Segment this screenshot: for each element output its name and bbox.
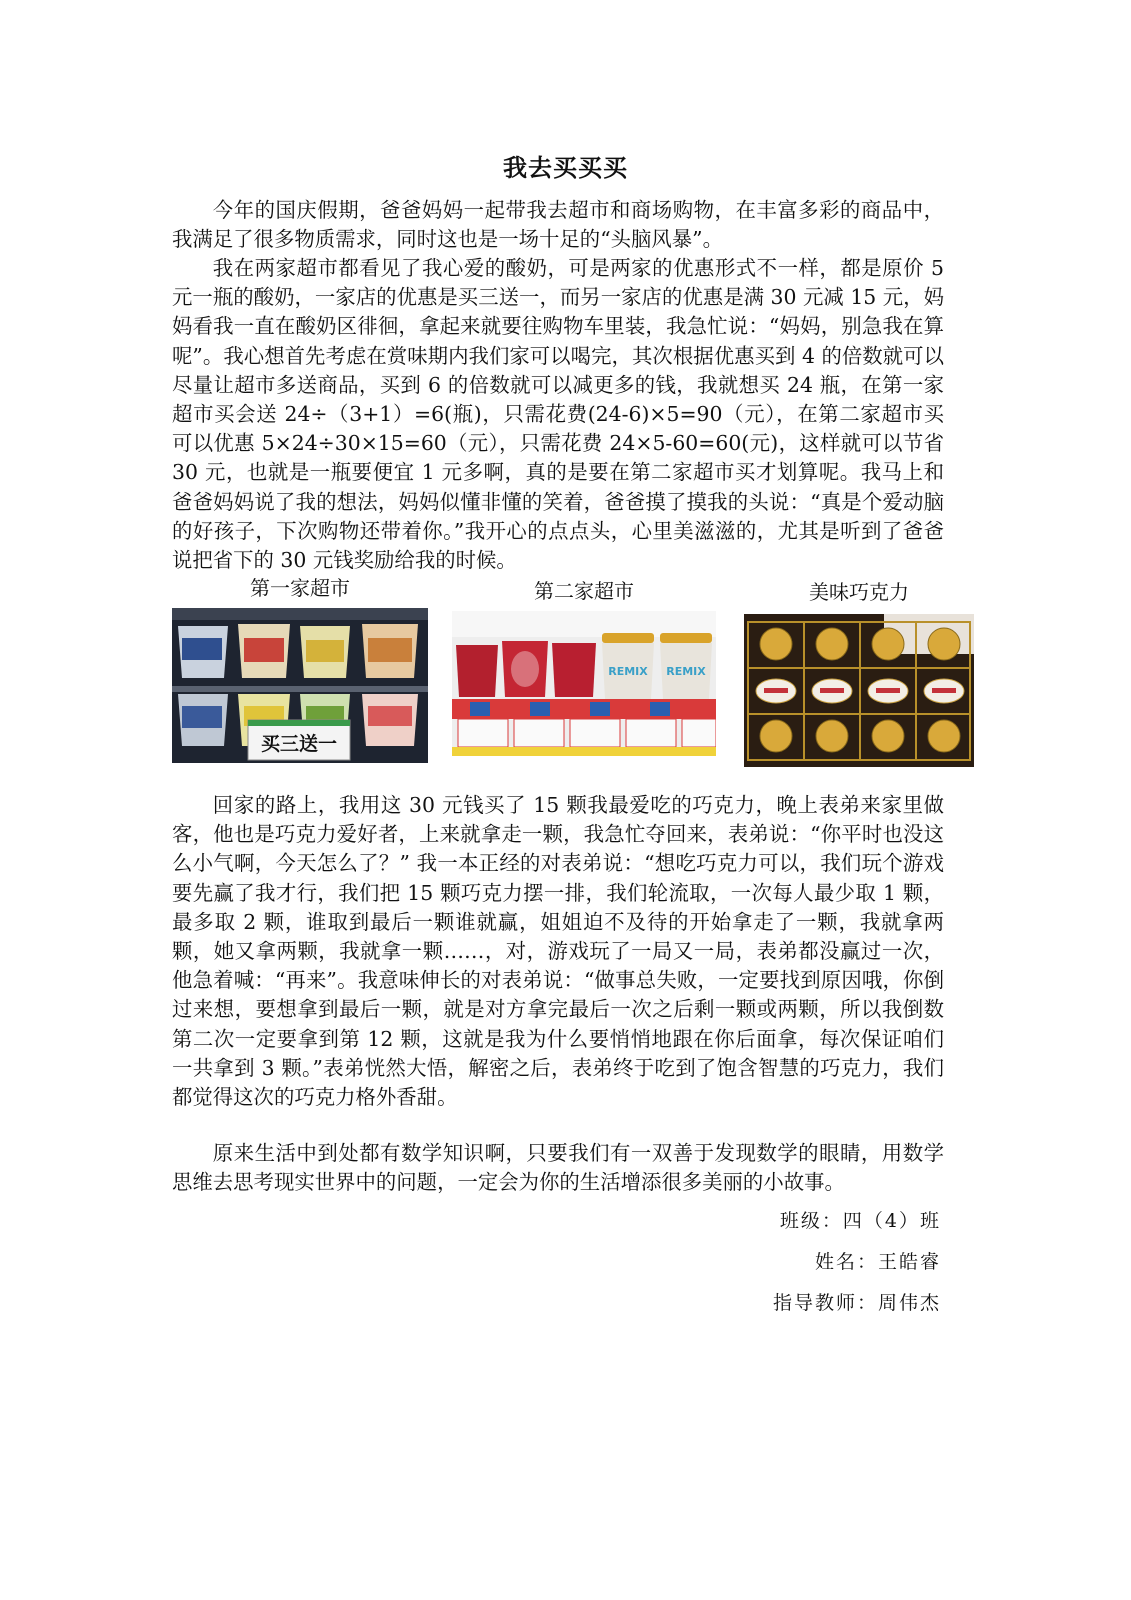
teacher-line: 指导教师：周伟杰 [772,1292,941,1314]
remix-label-2: REMIX [666,665,706,678]
caption-first-supermarket: 第一家超市 [250,576,350,600]
paragraph-4: 原来生活中到处都有数学知识啊，只要我们有一双善于发现数学的眼睛，用数学思维去思考现实世界中的问题，一定会为你的生活增添很多美丽的小故事。 [172,1141,944,1195]
paragraph-2: 我在两家超市都看见了我心爱的酸奶，可是两家的优惠形式不一样，都是原价 5 元一瓶的酸奶，一家店的优惠是买三送一，而另一家店的优惠是满 30 元减 15 元，妈妈看我一直在酸奶区徘徊，拿起来就要往购物车里装，我急忙说：“妈妈，别急我在算呢”。我心想首先考虑在赏味期内我们家可以喝完，其次根据优惠买到 4 的倍数就可以尽量让超市多送商品，买到 6 的倍数就可以减更多的钱，我就想买 24 瓶，在第一家超市买会送 24÷（3+1）=6(瓶)，只需花费(24-6)×5=90（元），在第二家超市买可以优惠 5×24÷30×15=60（元），只需花费 24×5-60=60(元)，这样就可以节省 30 元，也就是一瓶要便宜 1 元多啊，真的是要在第二家超市买才划算呢。我马上和爸爸妈妈说了我的想法，妈妈似懂非懂的笑着，爸爸摸了摸我的头说：“真是个爱动脑的好孩子，下次购物还带着你。”我开心的点点头，心里美滋滋的，尤其是听到了爸爸说把省下的 30 元钱奖励给我的时候。 [172,256,944,573]
photo-second-supermarket [452,611,716,756]
promo-sign-text: 买三送一 [260,733,338,755]
caption-second-supermarket: 第二家超市 [534,579,634,603]
photo-first-supermarket [172,608,428,763]
essay-title: 我去买买买 [503,153,628,182]
caption-chocolate: 美味巧克力 [809,580,909,604]
class-line: 班级：四（4）班 [779,1210,941,1232]
photo-chocolate [744,614,974,767]
paragraph-1: 今年的国庆假期，爸爸妈妈一起带我去超市和商场购物，在丰富多彩的商品中，我满足了很多物质需求，同时这也是一场十足的“头脑风暴”。 [172,198,944,252]
yogurt-shelf-image [172,608,428,763]
chocolate-box-image [744,614,974,767]
remix-label-1: REMIX [608,665,648,678]
student-name-line: 姓名：王皓睿 [814,1251,941,1273]
drinks-shelf-image [452,611,716,756]
paragraph-3: 回家的路上，我用这 30 元钱买了 15 颗我最爱吃的巧克力，晚上表弟来家里做客，他也是巧克力爱好者，上来就拿走一颗，我急忙夺回来，表弟说：“你平时也没这么小气啊，今天怎么了？” 我一本正经的对表弟说：“想吃巧克力可以，我们玩个游戏要先赢了我才行，我们把 15 颗巧克力摆一排，我们轮流取，一次每人最少取 1 颗，最多取 2 颗，谁取到最后一颗谁就赢，姐姐迫不及待的开始拿走了一颗，我就拿两颗，她又拿两颗，我就拿一颗……，对，游戏玩了一局又一局，表弟都没赢过一次，他急着喊：“再来”。我意味伸长的对表弟说：“做事总失败，一定要找到原因哦，你倒过来想，要想拿到最后一颗，就是对方拿完最后一次之后剩一颗或两颗，所以我倒数第二次一定要拿到第 12 颗，这就是我为什么要悄悄地跟在你后面拿，每次保证咱们一共拿到 3 颗。”表弟恍然大悟，解密之后，表弟终于吃到了饱含智慧的巧克力，我们都觉得这次的巧克力格外香甜。 [172,793,944,1110]
